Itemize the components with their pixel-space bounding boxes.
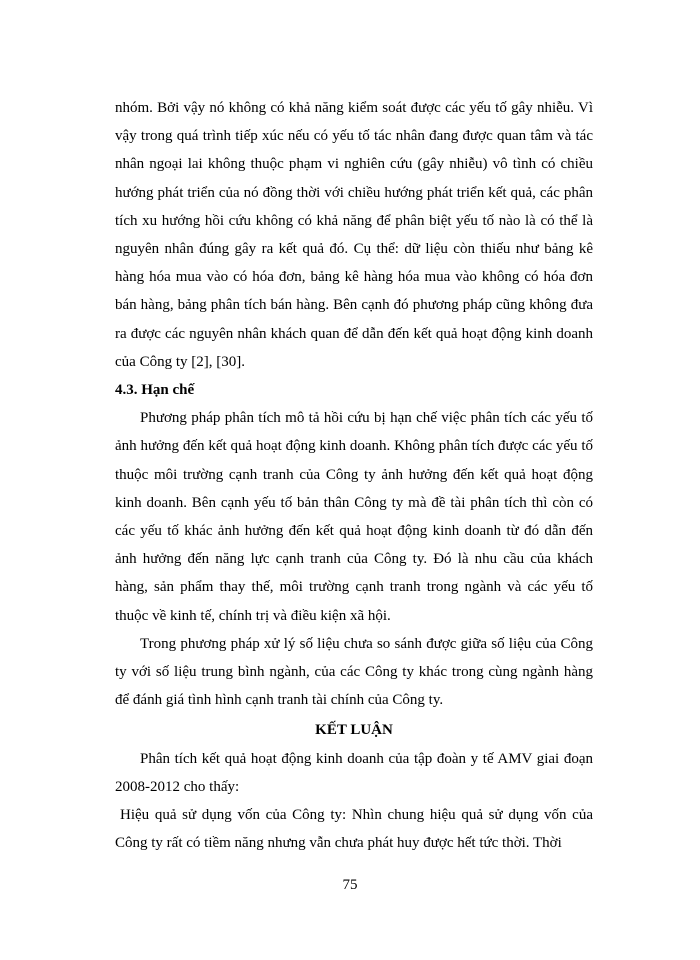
paragraph-conclusion-intro: Phân tích kết quả hoạt động kinh doanh của tập đoàn y tế AMV giai đoạn 2008-2012 cho thấy: [115, 750, 593, 795]
section-heading-4-3: 4.3. Hạn chế [115, 382, 195, 399]
paragraph-data-processing: Trong phương pháp xử lý số liệu chưa so sánh được giữa số liệu của Công ty với số liệu trung bình ngành, của các Công ty khác trong cùng ngành hàng để đánh giá tình hình cạnh tranh tài chính của Công ty. [115, 635, 593, 709]
paragraph-limitations: Phương pháp phân tích mô tả hồi cứu bị hạn chế việc phân tích các yếu tố ảnh hưởng đến kết quả hoạt động kinh doanh. Không phân tích được các yếu tố thuộc môi trường cạnh tranh của Công ty ảnh hưởng đến kết quả hoạt động kinh doanh. Bên cạnh yếu tố bản thân Công ty mà đề tài phân tích thì còn có các yếu tố khác ảnh hưởng đến kết quả hoạt động kinh doanh từ đó dẫn đến ảnh hưởng đến năng lực cạnh tranh của Công ty. Đó là nhu cầu của khách hàng, sản phẩm thay thế, môi trường cạnh tranh trong ngành và các yếu tố thuộc về kinh tế, chính trị và điều kiện xã hội. [115, 410, 593, 624]
document-body [115, 94, 593, 857]
conclusion-heading: KẾT LUẬN [315, 722, 393, 739]
paragraph-continued: nhóm. Bởi vậy nó không có khả năng kiểm soát được các yếu tố gây nhiễu. Vì vậy trong quá trình tiếp xúc nếu có yếu tố tác nhân đang được quan tâm và tác nhân ngoại lai không thuộc phạm vi nghiên cứu (gây nhiễu) vô tình có chiều hướng phát triển của nó đồng thời với chiều hướng phát triển kết quả, các phân tích xu hướng hồi cứu không có khả năng để phân biệt yếu tố nào là có thể là nguyên nhân đúng gây ra kết quả đó. Cụ thể: dữ liệu còn thiếu như bảng kê hàng hóa mua vào có hóa đơn, bảng kê hàng hóa mua vào không có hóa đơn bán hàng, bảng phân tích bán hàng. Bên cạnh đó phương pháp cũng không đưa ra được các nguyên nhân khách quan để dẫn đến kết quả hoạt động kinh doanh của Công ty [2], [30]. [115, 100, 593, 370]
page-number: 75 [342, 877, 358, 893]
paragraph-capital-efficiency: Hiệu quả sử dụng vốn của Công ty: Nhìn chung hiệu quả sử dụng vốn của Công ty rất có tiềm năng nhưng vẫn chưa phát huy được hết tức thời. Thời [115, 807, 593, 852]
